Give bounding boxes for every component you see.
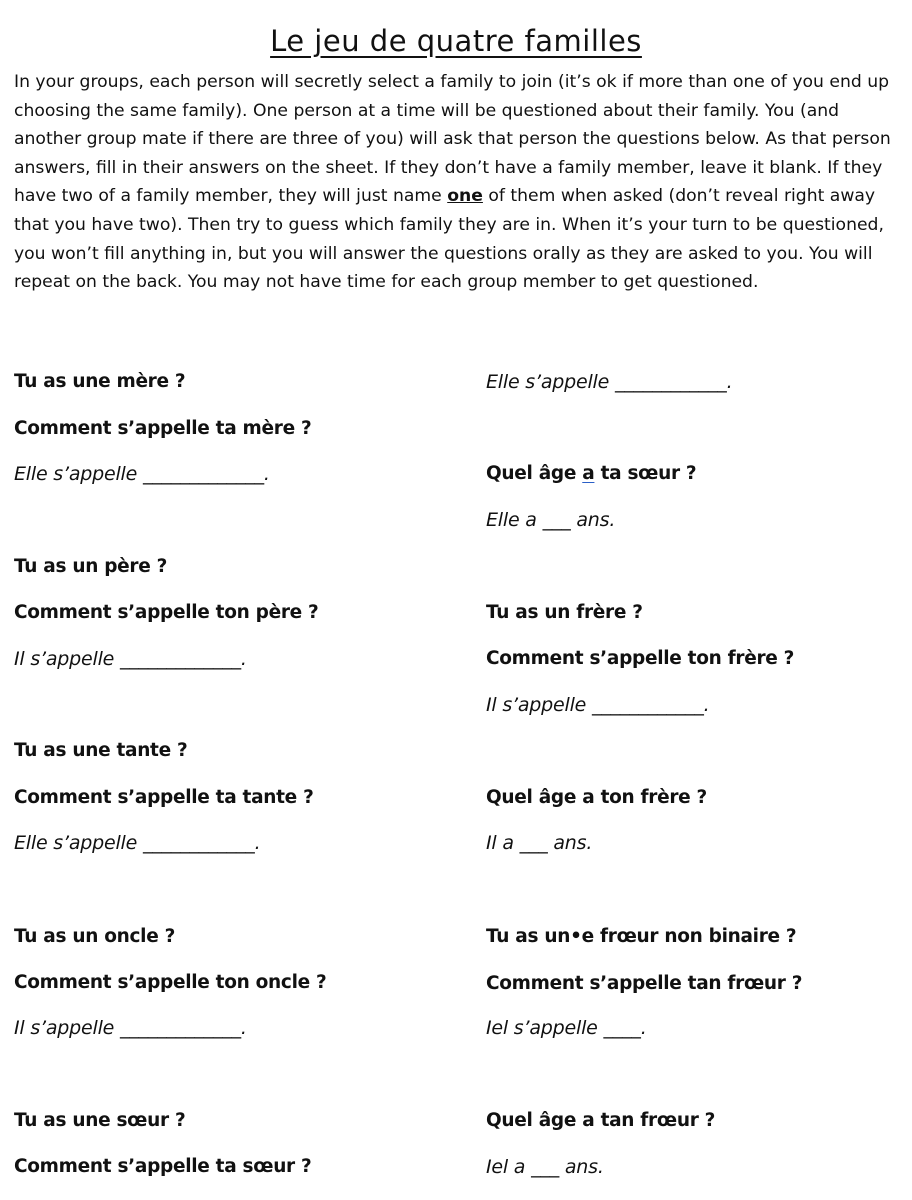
question-uncle-name: Comment s’appelle ton oncle ?: [14, 972, 327, 993]
answer-suffix: ans.: [576, 509, 616, 531]
answer-prefix: Iel a: [486, 1156, 526, 1178]
answer-prefix: Elle s’appelle: [14, 832, 138, 854]
answer-prefix: Elle s’appelle: [486, 371, 610, 393]
answer-nonbinary-sibling-age: [486, 1156, 604, 1178]
answer-father-name: [14, 648, 247, 670]
answer-blank[interactable]: ___: [542, 509, 571, 531]
question-nonbinary-sibling-age: Quel âge a tan frœur ?: [486, 1110, 716, 1131]
answer-prefix: Il s’appelle: [486, 694, 587, 716]
answer-period: .: [726, 371, 733, 393]
answer-uncle-name: [14, 1017, 247, 1039]
question-father-name: Comment s’appelle ton père ?: [14, 602, 319, 623]
answer-blank[interactable]: _____________: [120, 1017, 241, 1039]
answer-blank[interactable]: ____: [603, 1017, 641, 1039]
answer-mother-name: [14, 463, 270, 485]
question-have-uncle: Tu as un oncle ?: [14, 926, 176, 947]
question-have-nonbinary-sibling: [486, 926, 796, 947]
answer-sister-age: [486, 509, 615, 531]
answer-prefix: Il s’appelle: [14, 648, 115, 670]
answer-blank[interactable]: ____________: [142, 832, 255, 854]
question-have-sister: Tu as une sœur ?: [14, 1110, 186, 1131]
worksheet-title: Le jeu de quatre familles: [270, 24, 642, 58]
question-text: ta sœur ?: [594, 463, 697, 484]
answer-prefix: Iel s’appelle: [486, 1017, 598, 1039]
answer-period: .: [240, 648, 247, 670]
question-mother-name: Comment s’appelle ta mère ?: [14, 418, 312, 439]
answer-blank[interactable]: ___: [519, 832, 548, 854]
answer-blank[interactable]: ____________: [592, 694, 704, 716]
answer-period: .: [240, 1017, 247, 1039]
instructions-text-2: of them when asked (don’t reveal right away that you have two). Then try to guess which family they are in. When it’s your turn to be questioned, you won’t fill anything in, but you will answer the questions orally as they are asked to you. You will repeat on the back. You may not have time for each group member to get questioned.: [14, 186, 884, 293]
answer-suffix: ans.: [553, 832, 593, 854]
answer-blank[interactable]: ___: [531, 1156, 560, 1178]
answer-period: .: [703, 694, 710, 716]
answer-blank[interactable]: _____________: [142, 463, 264, 485]
question-have-father: Tu as un père ?: [14, 556, 168, 577]
question-have-mother: Tu as une mère ?: [14, 371, 186, 392]
question-sister-age: [486, 463, 696, 484]
answer-period: .: [263, 463, 270, 485]
answer-suffix: ans.: [564, 1156, 604, 1178]
question-brother-name: Comment s’appelle ton frère ?: [486, 648, 795, 669]
answer-aunt-name: [14, 832, 260, 854]
question-text: Quel âge: [486, 463, 583, 484]
question-text: Tu as un: [486, 926, 571, 947]
answer-blank[interactable]: ____________: [614, 371, 727, 393]
answer-brother-name: [486, 694, 709, 716]
question-sister-name: Comment s’appelle ta sœur ?: [14, 1156, 312, 1177]
question-verb-underlined: a: [582, 463, 595, 484]
answer-prefix: Il s’appelle: [14, 1017, 115, 1039]
answer-prefix: Il a: [486, 832, 514, 854]
instructions-emphasis: one: [447, 186, 483, 207]
question-nonbinary-sibling-name: Comment s’appelle tan frœur ?: [486, 973, 803, 994]
instructions-text-1: In your groups, each person will secretly select a family to join (it’s ok if more than one of you end up choosing the same family). One person at a time will be questioned about their family. You (and another group mate if there are three of you) will ask that person the questions below. As that person answers, fill in their answers on the sheet. If they don’t have a family member, leave it blank. If they have two of a family member, they will just name: [14, 72, 891, 207]
answer-brother-age: [486, 832, 592, 854]
question-aunt-name: Comment s’appelle ta tante ?: [14, 787, 314, 808]
instructions-paragraph: [14, 68, 894, 297]
answer-period: .: [640, 1017, 647, 1039]
answer-prefix: Elle s’appelle: [14, 463, 138, 485]
question-brother-age: Quel âge a ton frère ?: [486, 787, 707, 808]
question-have-aunt: Tu as une tante ?: [14, 740, 188, 761]
answer-sister-name: [486, 371, 732, 393]
answer-period: .: [254, 832, 261, 854]
answer-nonbinary-sibling-name: [486, 1017, 647, 1039]
middle-dot: •: [570, 926, 582, 947]
question-have-brother: Tu as un frère ?: [486, 602, 643, 623]
question-text: e frœur non binaire ?: [581, 926, 797, 947]
answer-blank[interactable]: _____________: [120, 648, 241, 670]
answer-prefix: Elle a: [486, 509, 537, 531]
